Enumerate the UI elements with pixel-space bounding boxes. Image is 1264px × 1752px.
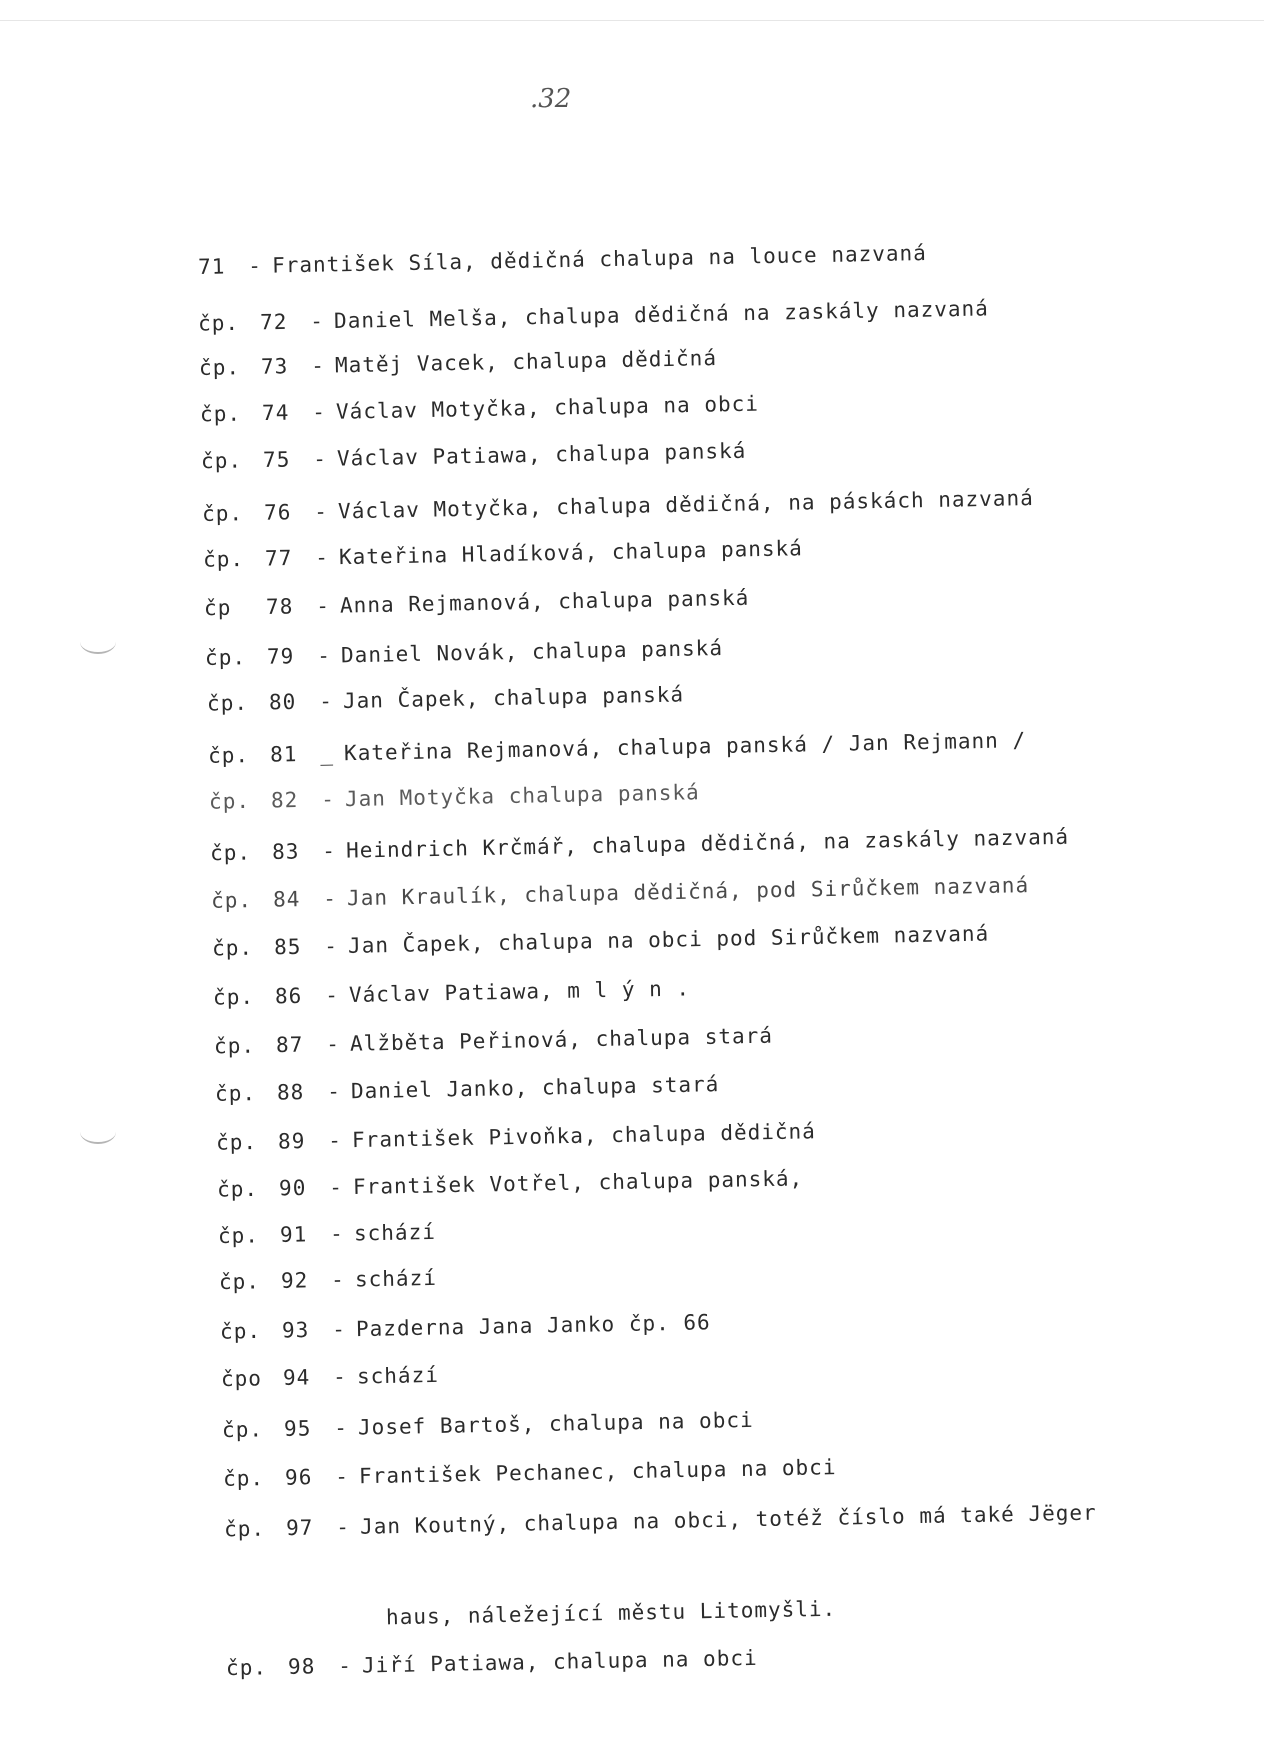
entry-prefix: čp.	[206, 690, 249, 716]
list-item	[224, 1500, 1097, 1543]
entry-number: 73	[260, 354, 289, 379]
entry-text: Jan Čapek, chalupa panská	[342, 682, 685, 713]
list-item	[212, 921, 990, 962]
entry-text: Josef Bartoš, chalupa na obci	[357, 1407, 754, 1440]
entry-number: 78	[265, 594, 294, 620]
entry-number: 84	[272, 887, 301, 912]
list-item	[213, 975, 690, 1010]
entry-number: 83	[271, 839, 300, 865]
entry-text: Jan Koutný, chalupa na obci, totéž číslo má také Jëger	[359, 1500, 1097, 1539]
list-item	[211, 872, 1030, 914]
entry-separator: -	[336, 1514, 351, 1540]
entry-number: 93	[281, 1317, 310, 1343]
entry-prefix: čp.	[215, 1129, 258, 1155]
entry-prefix: čp.	[223, 1516, 266, 1542]
list-item	[198, 240, 927, 280]
list-item	[202, 485, 1034, 527]
entry-text: schází	[356, 1362, 440, 1389]
entry-separator: -	[332, 1364, 348, 1389]
entry-separator: -	[334, 1464, 350, 1489]
entry-text: schází	[354, 1265, 438, 1292]
entry-number: 98	[287, 1654, 316, 1679]
entry-prefix: čp.	[216, 1176, 259, 1202]
entry-text: Jan Čapek, chalupa na obci pod Sirůčkem nazvaná	[347, 921, 990, 958]
entry-continuation: haus, náležející městu Litomyšli.	[385, 1596, 837, 1630]
entry-text: schází	[353, 1219, 437, 1246]
entry-number: 79	[266, 644, 295, 669]
entry-separator: -	[331, 1317, 347, 1342]
entry-separator: -	[330, 1267, 346, 1292]
entry-prefix: čp	[203, 595, 232, 621]
entry-separator: -	[312, 446, 328, 472]
entry-prefix: čpo	[220, 1366, 263, 1392]
entry-separator: -	[329, 1221, 345, 1246]
list-item	[217, 1165, 804, 1202]
entry-prefix: čp.	[209, 840, 252, 866]
list-item	[204, 585, 750, 621]
entry-prefix: čp.	[197, 310, 240, 336]
entry-text: Heindrich Krčmář, chalupa dědičná, na zaskály nazvaná	[345, 824, 1070, 863]
list-item	[214, 1023, 773, 1060]
entry-separator: -	[325, 1031, 341, 1057]
list-item	[205, 635, 723, 671]
list-item	[201, 438, 747, 474]
list-item	[203, 535, 803, 573]
entry-prefix: čp.	[213, 1033, 256, 1059]
entry-prefix: čp.	[214, 1081, 257, 1106]
entry-number: 90	[278, 1175, 307, 1201]
entry-text: Kateřina Rejmanová, chalupa panská / Jan Rejmann /	[343, 728, 1027, 766]
entry-text: Jiří Patiawa, chalupa na obci	[361, 1645, 758, 1678]
entry-text: Václav Patiawa, m l ý n .	[348, 976, 691, 1007]
list-item	[226, 1645, 758, 1681]
entry-number: 92	[280, 1268, 309, 1293]
entry-number: 71	[197, 254, 226, 279]
entry-text: František Pivoňka, chalupa dědičná	[351, 1119, 817, 1153]
list-item	[198, 295, 989, 336]
entry-text: Alžběta Peřinová, chalupa stará	[349, 1023, 774, 1056]
entry-number: 97	[285, 1515, 314, 1541]
list-item	[215, 1071, 720, 1107]
list-item	[222, 1407, 754, 1443]
entry-text: Daniel Novák, chalupa panská	[340, 636, 724, 668]
list-item	[210, 824, 1069, 866]
entry-number: 96	[284, 1465, 313, 1490]
entry-number: 95	[283, 1416, 312, 1441]
entry-text: Václav Motyčka, chalupa na obci	[335, 391, 760, 424]
entry-prefix: čp.	[210, 888, 253, 913]
entry-prefix: čp.	[204, 645, 247, 670]
entry-prefix: čp.	[212, 984, 255, 1010]
entry-prefix: čp.	[200, 448, 243, 474]
entry-prefix: čp.	[208, 788, 251, 814]
entry-number: 86	[274, 983, 303, 1009]
entry-prefix: čp.	[211, 935, 254, 961]
entry-separator: -	[316, 643, 332, 668]
entry-text: Anna Rejmanová, chalupa panská	[339, 585, 750, 618]
entry-number: 85	[273, 934, 302, 960]
entry-separator: -	[322, 838, 337, 864]
entry-separator: -	[320, 787, 336, 812]
entry-number: 76	[263, 500, 292, 525]
list-item	[221, 1362, 439, 1392]
entry-number: 88	[276, 1080, 305, 1105]
entry-separator: -	[324, 983, 340, 1008]
entry-prefix: čp.	[217, 1223, 260, 1249]
entry-separator: -	[328, 1175, 344, 1200]
entry-separator: _	[319, 741, 335, 766]
list-item	[219, 1265, 437, 1295]
entry-prefix: čp.	[221, 1417, 264, 1443]
page-number: .32	[530, 84, 572, 114]
entry-prefix: čp.	[199, 401, 242, 427]
list-item	[220, 1309, 711, 1344]
list-item	[207, 681, 684, 716]
entry-number: 94	[282, 1365, 311, 1390]
entry-text: Václav Motyčka, chalupa dědičná, na páskách nazvaná	[337, 486, 1034, 524]
entry-text: František Pechanec, chalupa na obci	[358, 1455, 837, 1489]
entry-number: 77	[264, 546, 293, 571]
entry-number: 82	[270, 787, 299, 813]
entry-number: 72	[259, 309, 288, 335]
entry-text: Daniel Melša, chalupa dědičná na zaskály nazvaná	[333, 296, 990, 333]
entry-separator: -	[309, 309, 325, 334]
list-item	[218, 1219, 436, 1249]
entry-text: František Síla, dědičná chalupa na louce nazvaná	[271, 241, 928, 278]
entry-number: 81	[269, 742, 298, 767]
entry-text: Václav Patiawa, chalupa panská	[336, 438, 747, 471]
entry-separator: -	[247, 253, 263, 279]
entry-separator: -	[313, 499, 329, 524]
entry-prefix: čp.	[219, 1318, 262, 1344]
entry-text: Matěj Vacek, chalupa dědičná	[334, 346, 718, 378]
entry-number: 75	[262, 447, 291, 473]
entry-separator: -	[310, 353, 326, 378]
entry-text: Jan Kraulík, chalupa dědičná, pod Sirůčkem nazvaná	[346, 873, 1030, 911]
entry-separator: -	[337, 1653, 353, 1678]
entry-prefix: čp.	[218, 1269, 261, 1295]
entry-prefix: čp.	[222, 1466, 265, 1491]
list-item	[208, 727, 1027, 769]
entry-text: Pazderna Jana Janko čp. 66	[355, 1310, 711, 1342]
entry-text: Daniel Janko, chalupa stará	[350, 1072, 720, 1104]
entry-prefix: čp.	[207, 743, 250, 768]
list-item	[199, 345, 717, 381]
entry-separator: -	[322, 886, 338, 911]
list-item	[223, 1454, 837, 1492]
entry-number: 89	[277, 1129, 306, 1154]
entry-separator: -	[311, 399, 327, 425]
entry-number: 74	[261, 400, 290, 426]
list-item	[216, 1118, 816, 1156]
entry-text: Jan Motyčka chalupa panská	[344, 780, 700, 812]
entry-text: Kateřina Hladíková, chalupa panská	[338, 536, 804, 570]
entry-separator: -	[323, 934, 339, 959]
list-item	[200, 391, 759, 428]
entry-number: 80	[268, 689, 297, 715]
entry-separator: -	[327, 1128, 343, 1153]
entry-separator: -	[326, 1079, 342, 1104]
entry-prefix: čp.	[202, 546, 245, 572]
entry-separator: -	[333, 1415, 349, 1440]
entry-prefix: čp.	[201, 501, 244, 526]
entry-number: 87	[275, 1032, 304, 1058]
entry-prefix: čp.	[225, 1655, 268, 1681]
list-item	[209, 779, 700, 814]
entry-text: František Votřel, chalupa panská,	[352, 1166, 804, 1200]
entry-separator: -	[315, 593, 331, 619]
entry-prefix: čp.	[198, 355, 241, 380]
entry-separator: -	[318, 689, 334, 714]
entry-number: 91	[279, 1222, 308, 1247]
entry-separator: -	[314, 545, 330, 570]
